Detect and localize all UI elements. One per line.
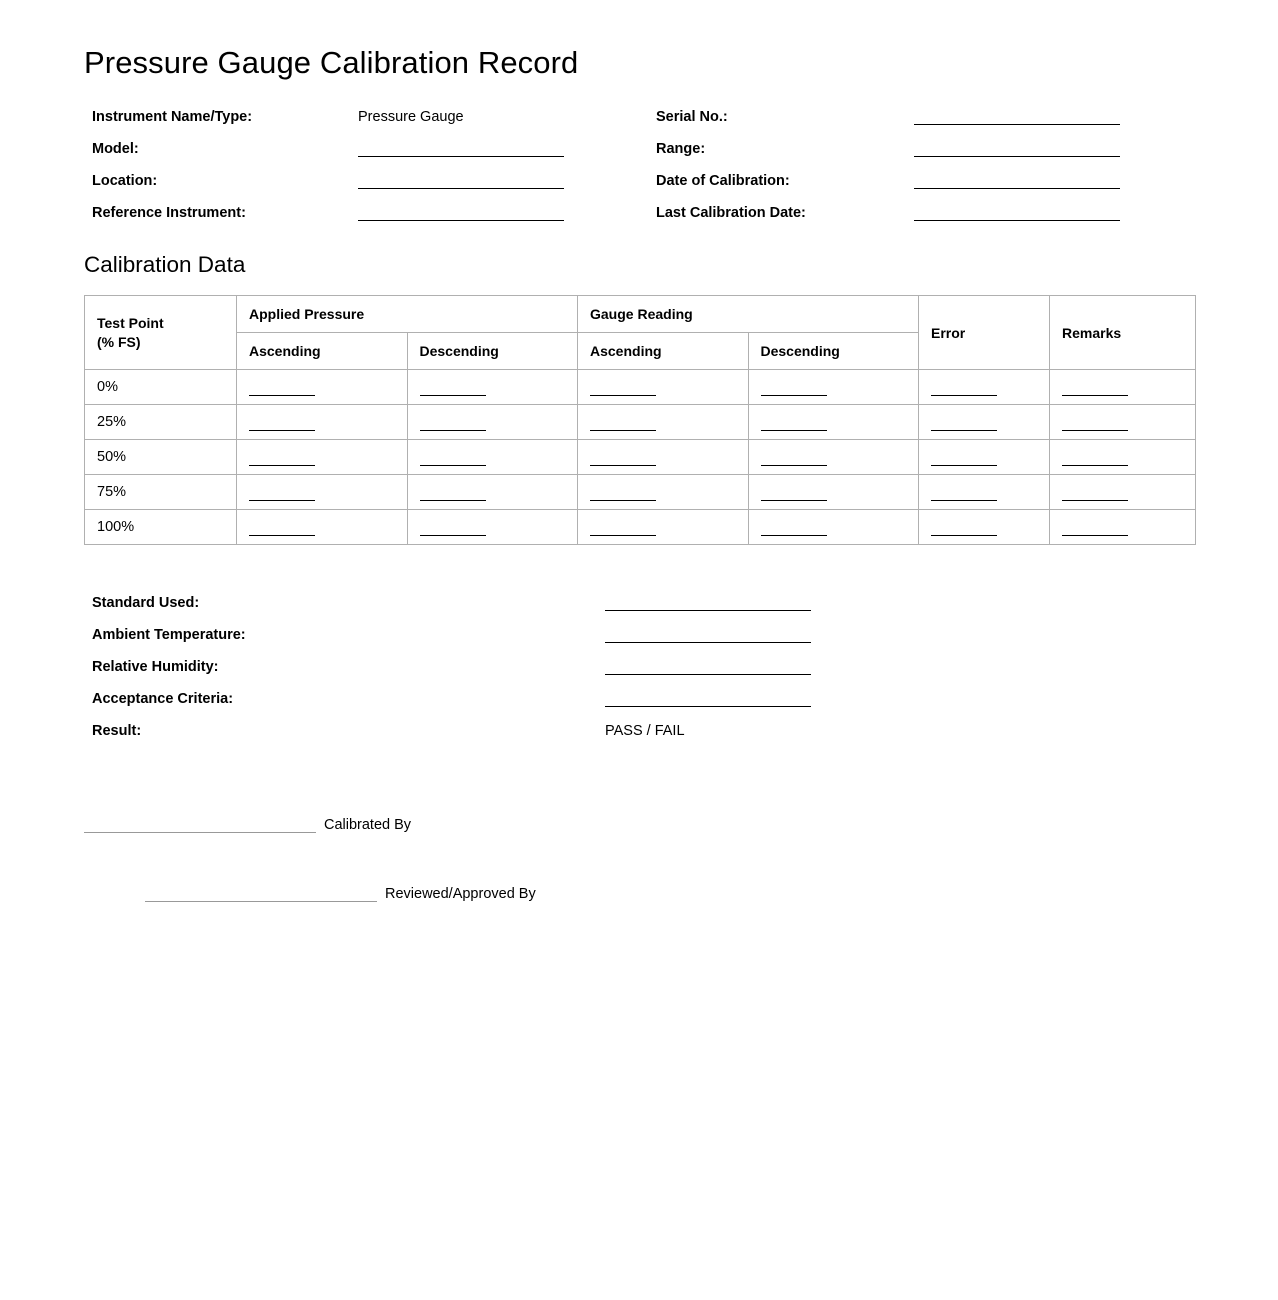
cell-blank-line — [590, 430, 656, 431]
cell-blank-line — [1062, 465, 1128, 466]
cell-remarks[interactable] — [1050, 475, 1196, 510]
cell-error[interactable] — [919, 405, 1050, 440]
cell-blank-line — [1062, 535, 1128, 536]
field-value: Pressure Gauge — [358, 109, 464, 126]
cell-gauge-ascending[interactable] — [578, 370, 749, 405]
cell-error[interactable] — [919, 440, 1050, 475]
cell-applied-descending[interactable] — [407, 370, 578, 405]
cell-gauge-descending[interactable] — [748, 405, 919, 440]
table-body — [85, 370, 1196, 545]
field-model — [92, 139, 592, 171]
cell-blank-line — [420, 465, 486, 466]
cell-applied-ascending[interactable] — [237, 510, 408, 545]
cell-blank-line — [931, 465, 997, 466]
field-blank-line[interactable] — [914, 188, 1120, 189]
field-blank-line[interactable] — [358, 156, 564, 157]
cell-applied-ascending[interactable] — [237, 440, 408, 475]
cell-error[interactable] — [919, 510, 1050, 545]
conditions-fields-block — [84, 593, 1196, 753]
cell-remarks[interactable] — [1050, 510, 1196, 545]
field-label: Last Calibration Date: — [656, 205, 806, 222]
field-label: Standard Used: — [92, 595, 200, 612]
cell-blank-line — [761, 535, 827, 536]
cell-gauge-ascending[interactable] — [578, 475, 749, 510]
column-header-applied-descending: Descending — [407, 333, 578, 370]
cell-gauge-ascending[interactable] — [578, 440, 749, 475]
field-label: Range: — [656, 141, 706, 158]
page-title: Pressure Gauge Calibration Record — [84, 45, 579, 80]
signature-label: Calibrated By — [324, 817, 412, 834]
column-header-test-point — [85, 296, 237, 370]
field-ambient-temperature — [84, 625, 1196, 657]
cell-blank-line — [761, 465, 827, 466]
cell-gauge-descending[interactable] — [748, 370, 919, 405]
test-point-line-2: (% FS) — [97, 333, 141, 350]
cell-blank-line — [590, 535, 656, 536]
cell-blank-line — [931, 395, 997, 396]
field-blank-line[interactable] — [358, 220, 564, 221]
cell-gauge-descending[interactable] — [748, 440, 919, 475]
signature-line[interactable] — [145, 901, 377, 902]
field-label: Acceptance Criteria: — [92, 691, 234, 708]
cell-error[interactable] — [919, 475, 1050, 510]
signature-line[interactable] — [84, 832, 316, 833]
cell-blank-line — [931, 430, 997, 431]
cell-blank-line — [420, 395, 486, 396]
cell-blank-line — [590, 465, 656, 466]
cell-remarks[interactable] — [1050, 440, 1196, 475]
column-header-gauge-reading: Gauge Reading — [578, 296, 919, 333]
cell-blank-line — [761, 500, 827, 501]
cell-blank-line — [420, 535, 486, 536]
cell-test-point: 25% — [85, 405, 237, 440]
column-header-gauge-ascending: Ascending — [578, 333, 749, 370]
test-point-line-1: Test Point — [97, 314, 164, 331]
table-row — [85, 405, 1196, 440]
header-fields-block — [84, 107, 1196, 229]
cell-applied-descending[interactable] — [407, 405, 578, 440]
cell-gauge-ascending[interactable] — [578, 405, 749, 440]
column-header-gauge-descending: Descending — [748, 333, 919, 370]
cell-test-point: 0% — [85, 370, 237, 405]
field-result — [84, 721, 1196, 753]
cell-applied-descending[interactable] — [407, 510, 578, 545]
field-blank-line[interactable] — [605, 674, 811, 675]
cell-applied-descending[interactable] — [407, 475, 578, 510]
field-blank-line[interactable] — [605, 642, 811, 643]
field-blank-line[interactable] — [605, 706, 811, 707]
field-label: Ambient Temperature: — [92, 627, 246, 644]
cell-blank-line — [249, 535, 315, 536]
result-value[interactable]: PASS / FAIL — [605, 723, 685, 740]
field-label: Serial No.: — [656, 109, 728, 126]
cell-applied-ascending[interactable] — [237, 475, 408, 510]
cell-blank-line — [1062, 500, 1128, 501]
cell-blank-line — [249, 395, 315, 396]
field-blank-line[interactable] — [605, 610, 811, 611]
field-acceptance-criteria — [84, 689, 1196, 721]
field-last-calibration-date — [656, 203, 1196, 235]
cell-blank-line — [420, 500, 486, 501]
calibration-data-table — [84, 295, 1196, 545]
cell-applied-ascending[interactable] — [237, 370, 408, 405]
table-row — [85, 370, 1196, 405]
table-row — [85, 510, 1196, 545]
cell-applied-ascending[interactable] — [237, 405, 408, 440]
signature-calibrated-by — [84, 815, 1196, 884]
cell-test-point: 75% — [85, 475, 237, 510]
cell-blank-line — [420, 430, 486, 431]
cell-blank-line — [761, 395, 827, 396]
table-row — [85, 440, 1196, 475]
header-fields-right-column — [656, 107, 1196, 235]
cell-blank-line — [1062, 395, 1128, 396]
field-range — [656, 139, 1196, 171]
cell-blank-line — [761, 430, 827, 431]
field-serial-no — [656, 107, 1196, 139]
field-relative-humidity — [84, 657, 1196, 689]
cell-remarks[interactable] — [1050, 405, 1196, 440]
signature-block — [84, 815, 1196, 953]
cell-blank-line — [249, 500, 315, 501]
cell-gauge-descending[interactable] — [748, 475, 919, 510]
field-label: Result: — [92, 723, 142, 740]
field-standard-used — [84, 593, 1196, 625]
cell-blank-line — [931, 500, 997, 501]
table-row — [85, 475, 1196, 510]
cell-test-point: 100% — [85, 510, 237, 545]
field-label: Location: — [92, 173, 158, 190]
cell-blank-line — [590, 395, 656, 396]
cell-blank-line — [249, 465, 315, 466]
column-header-applied-ascending: Ascending — [237, 333, 408, 370]
cell-gauge-descending[interactable] — [748, 510, 919, 545]
signature-label: Reviewed/Approved By — [385, 886, 536, 903]
cell-test-point: 50% — [85, 440, 237, 475]
field-label: Instrument Name/Type: — [92, 109, 253, 126]
cell-blank-line — [1062, 430, 1128, 431]
field-label: Model: — [92, 141, 139, 158]
field-blank-line[interactable] — [914, 220, 1120, 221]
table-head — [85, 296, 1196, 370]
field-label: Date of Calibration: — [656, 173, 790, 190]
header-fields-left-column — [92, 107, 592, 235]
field-label: Reference Instrument: — [92, 205, 246, 222]
column-header-error: Error — [919, 296, 1050, 370]
field-blank-line[interactable] — [914, 124, 1120, 125]
column-header-remarks: Remarks — [1050, 296, 1196, 370]
signature-reviewed-approved-by — [84, 884, 1196, 953]
field-blank-line[interactable] — [358, 188, 564, 189]
cell-error[interactable] — [919, 370, 1050, 405]
section-heading-calibration-data: Calibration Data — [84, 252, 246, 278]
field-instrument-name-type — [92, 107, 592, 139]
cell-remarks[interactable] — [1050, 370, 1196, 405]
field-reference-instrument — [92, 203, 592, 235]
field-blank-line[interactable] — [914, 156, 1120, 157]
cell-blank-line — [931, 535, 997, 536]
cell-blank-line — [590, 500, 656, 501]
cell-blank-line — [249, 430, 315, 431]
column-header-applied-pressure: Applied Pressure — [237, 296, 578, 333]
field-location — [92, 171, 592, 203]
cell-applied-descending[interactable] — [407, 440, 578, 475]
table-header-row-groups — [85, 296, 1196, 333]
field-label: Relative Humidity: — [92, 659, 219, 676]
cell-gauge-ascending[interactable] — [578, 510, 749, 545]
field-date-of-calibration — [656, 171, 1196, 203]
